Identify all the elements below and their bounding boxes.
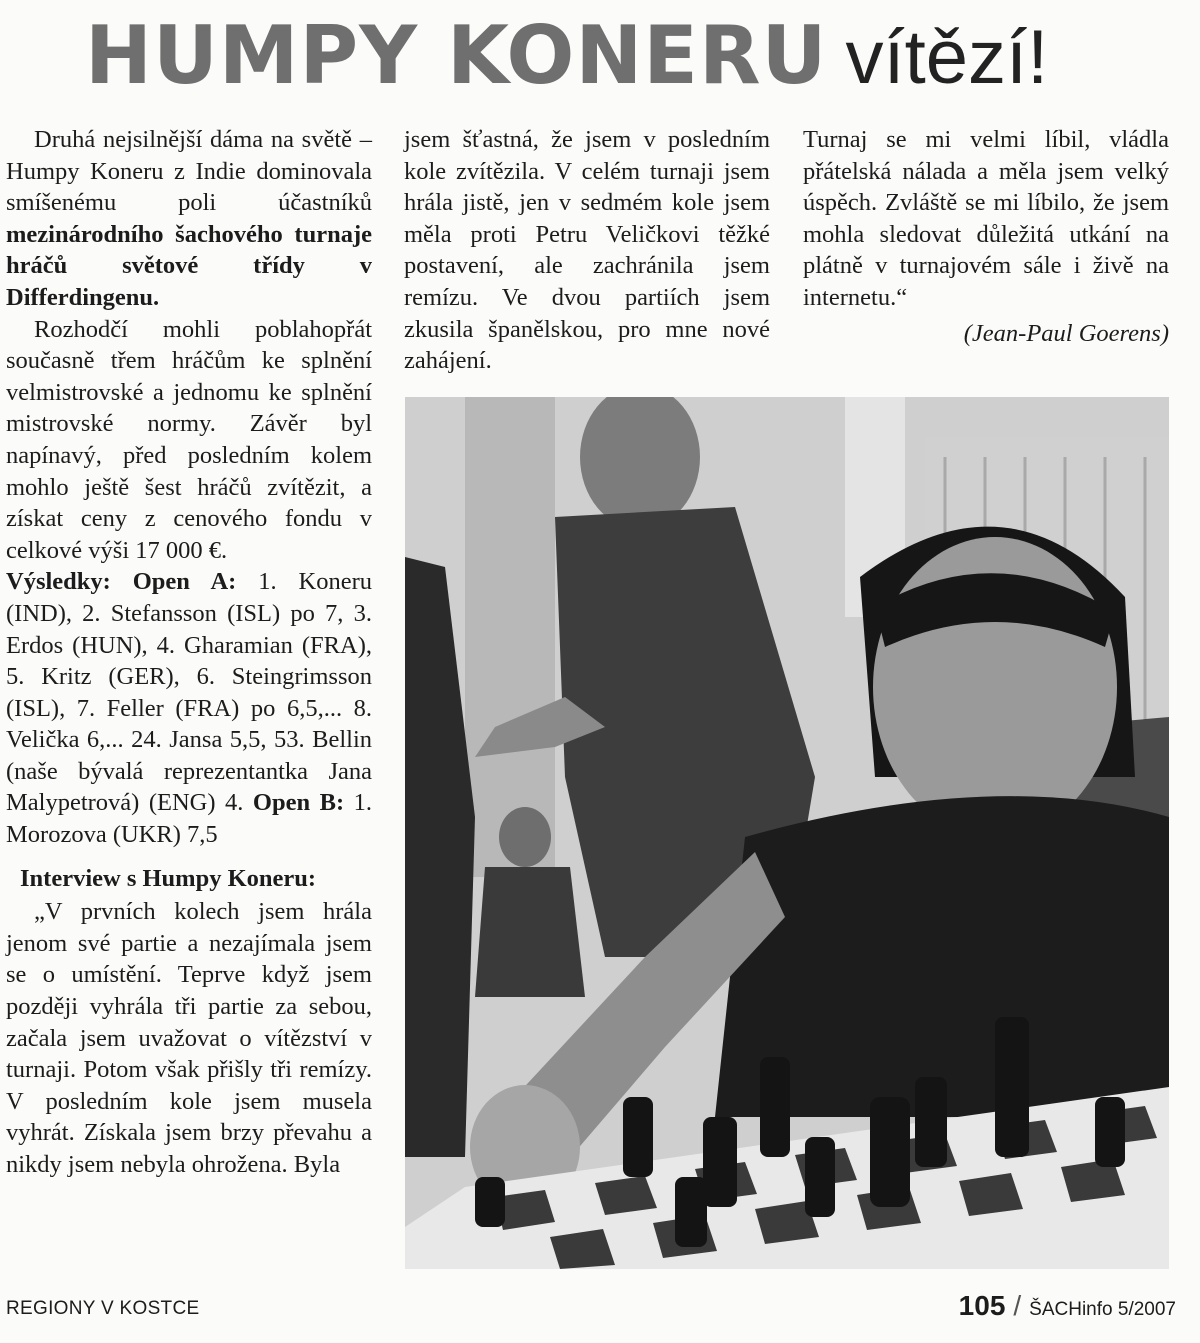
headline-verb: vítězí! bbox=[845, 15, 1049, 100]
section-label: REGIONY V KOSTCE bbox=[6, 1298, 200, 1319]
magazine-issue: ŠACHinfo 5/2007 bbox=[1029, 1299, 1176, 1320]
article-column-3 bbox=[803, 124, 1169, 349]
article-column-1 bbox=[6, 124, 372, 1181]
headline bbox=[85, 6, 1115, 106]
results-open-b: 1. Morozova (UKR) 7,5 bbox=[6, 789, 373, 849]
interview-paragraph-end: Turnaj se mi velmi líbil, vládla přátelská nálada a měla jsem velký úspěch. Zvláště se mi líbilo, že jsem mohla sledovat důležitá utkání na plátně v turnajovém sále i živě na internetu.“ bbox=[803, 126, 1169, 311]
norms-paragraph: Rozhodčí mohli poblahopřát současně třem hráčům ke splnění velmistrovské a jednomu ke splnění mistrovské normy. Závěr byl napínavý, před posledním kolem mohlo ještě šest hráčů zvítězit, a získat ceny z cenového fondu v celkové výši 17 000 €. bbox=[6, 315, 372, 564]
results-label: Výsledky: Open A: bbox=[6, 568, 237, 596]
results-open-a: 1. Koneru (IND), 2. Stefansson (ISL) po 7, 3. Erdos (HUN), 4. Gharamian (FRA), 5. Kritz (GER), 6. Steingrimsson (ISL), 7. Feller (FRA) po 6,5,... 8. Velička 6,... 24. Jansa 5,5, 53. Bellin (naše bývalá reprezentantka Jana Malypetrová) (ENG) 4. bbox=[6, 568, 372, 817]
results-paragraph bbox=[6, 566, 372, 850]
intro-text: Druhá nejsilnější dáma na světě – Humpy Koneru z Indie dominovala smíšenému poli účastníků bbox=[6, 126, 372, 217]
chess-player-photo bbox=[405, 397, 1169, 1269]
open-b-label: Open B: bbox=[252, 789, 345, 817]
interview-paragraph-start: „V prvních kolech jsem hrála jenom své partie a nezajímala jsem se o umístění. Teprve když jsem později vyhrála tři partie za sebou, začala jsem uvažovat o vítězství v turnaji. Potom však přišly tři remízy. V posledním kole jsem musela vyhrát. Získala jsem brzy převahu a nikdy jsem nebyla ohrožena. Byla bbox=[6, 898, 372, 1178]
page-number: 105 bbox=[958, 1290, 1006, 1321]
article-column-2 bbox=[404, 124, 770, 377]
footer-separator: / bbox=[1013, 1290, 1022, 1321]
intro-paragraph bbox=[6, 124, 372, 314]
headline-name: HUMPY KONERU bbox=[85, 9, 828, 102]
interview-paragraph-continued: jsem šťastná, že jsem v posledním kole zvítězila. V celém turnaji jsem hrála jistě, jen v sedmém kole jsem měla proti Petru Veličkovi těžké postavení, ale zachránila jsem remízu. Ve dvou partiích jsem zkusila španělskou, pro mne nové zahájení. bbox=[404, 126, 770, 375]
intro-bold-text: mezinárodního šachového turnaje hráčů světové třídy v Differdingenu. bbox=[6, 220, 372, 311]
author-signature: (Jean-Paul Goerens) bbox=[963, 319, 1169, 347]
page-footer bbox=[959, 1290, 1176, 1322]
photo-illustration bbox=[405, 397, 1169, 1269]
interview-heading: Interview s Humpy Koneru: bbox=[20, 864, 317, 892]
